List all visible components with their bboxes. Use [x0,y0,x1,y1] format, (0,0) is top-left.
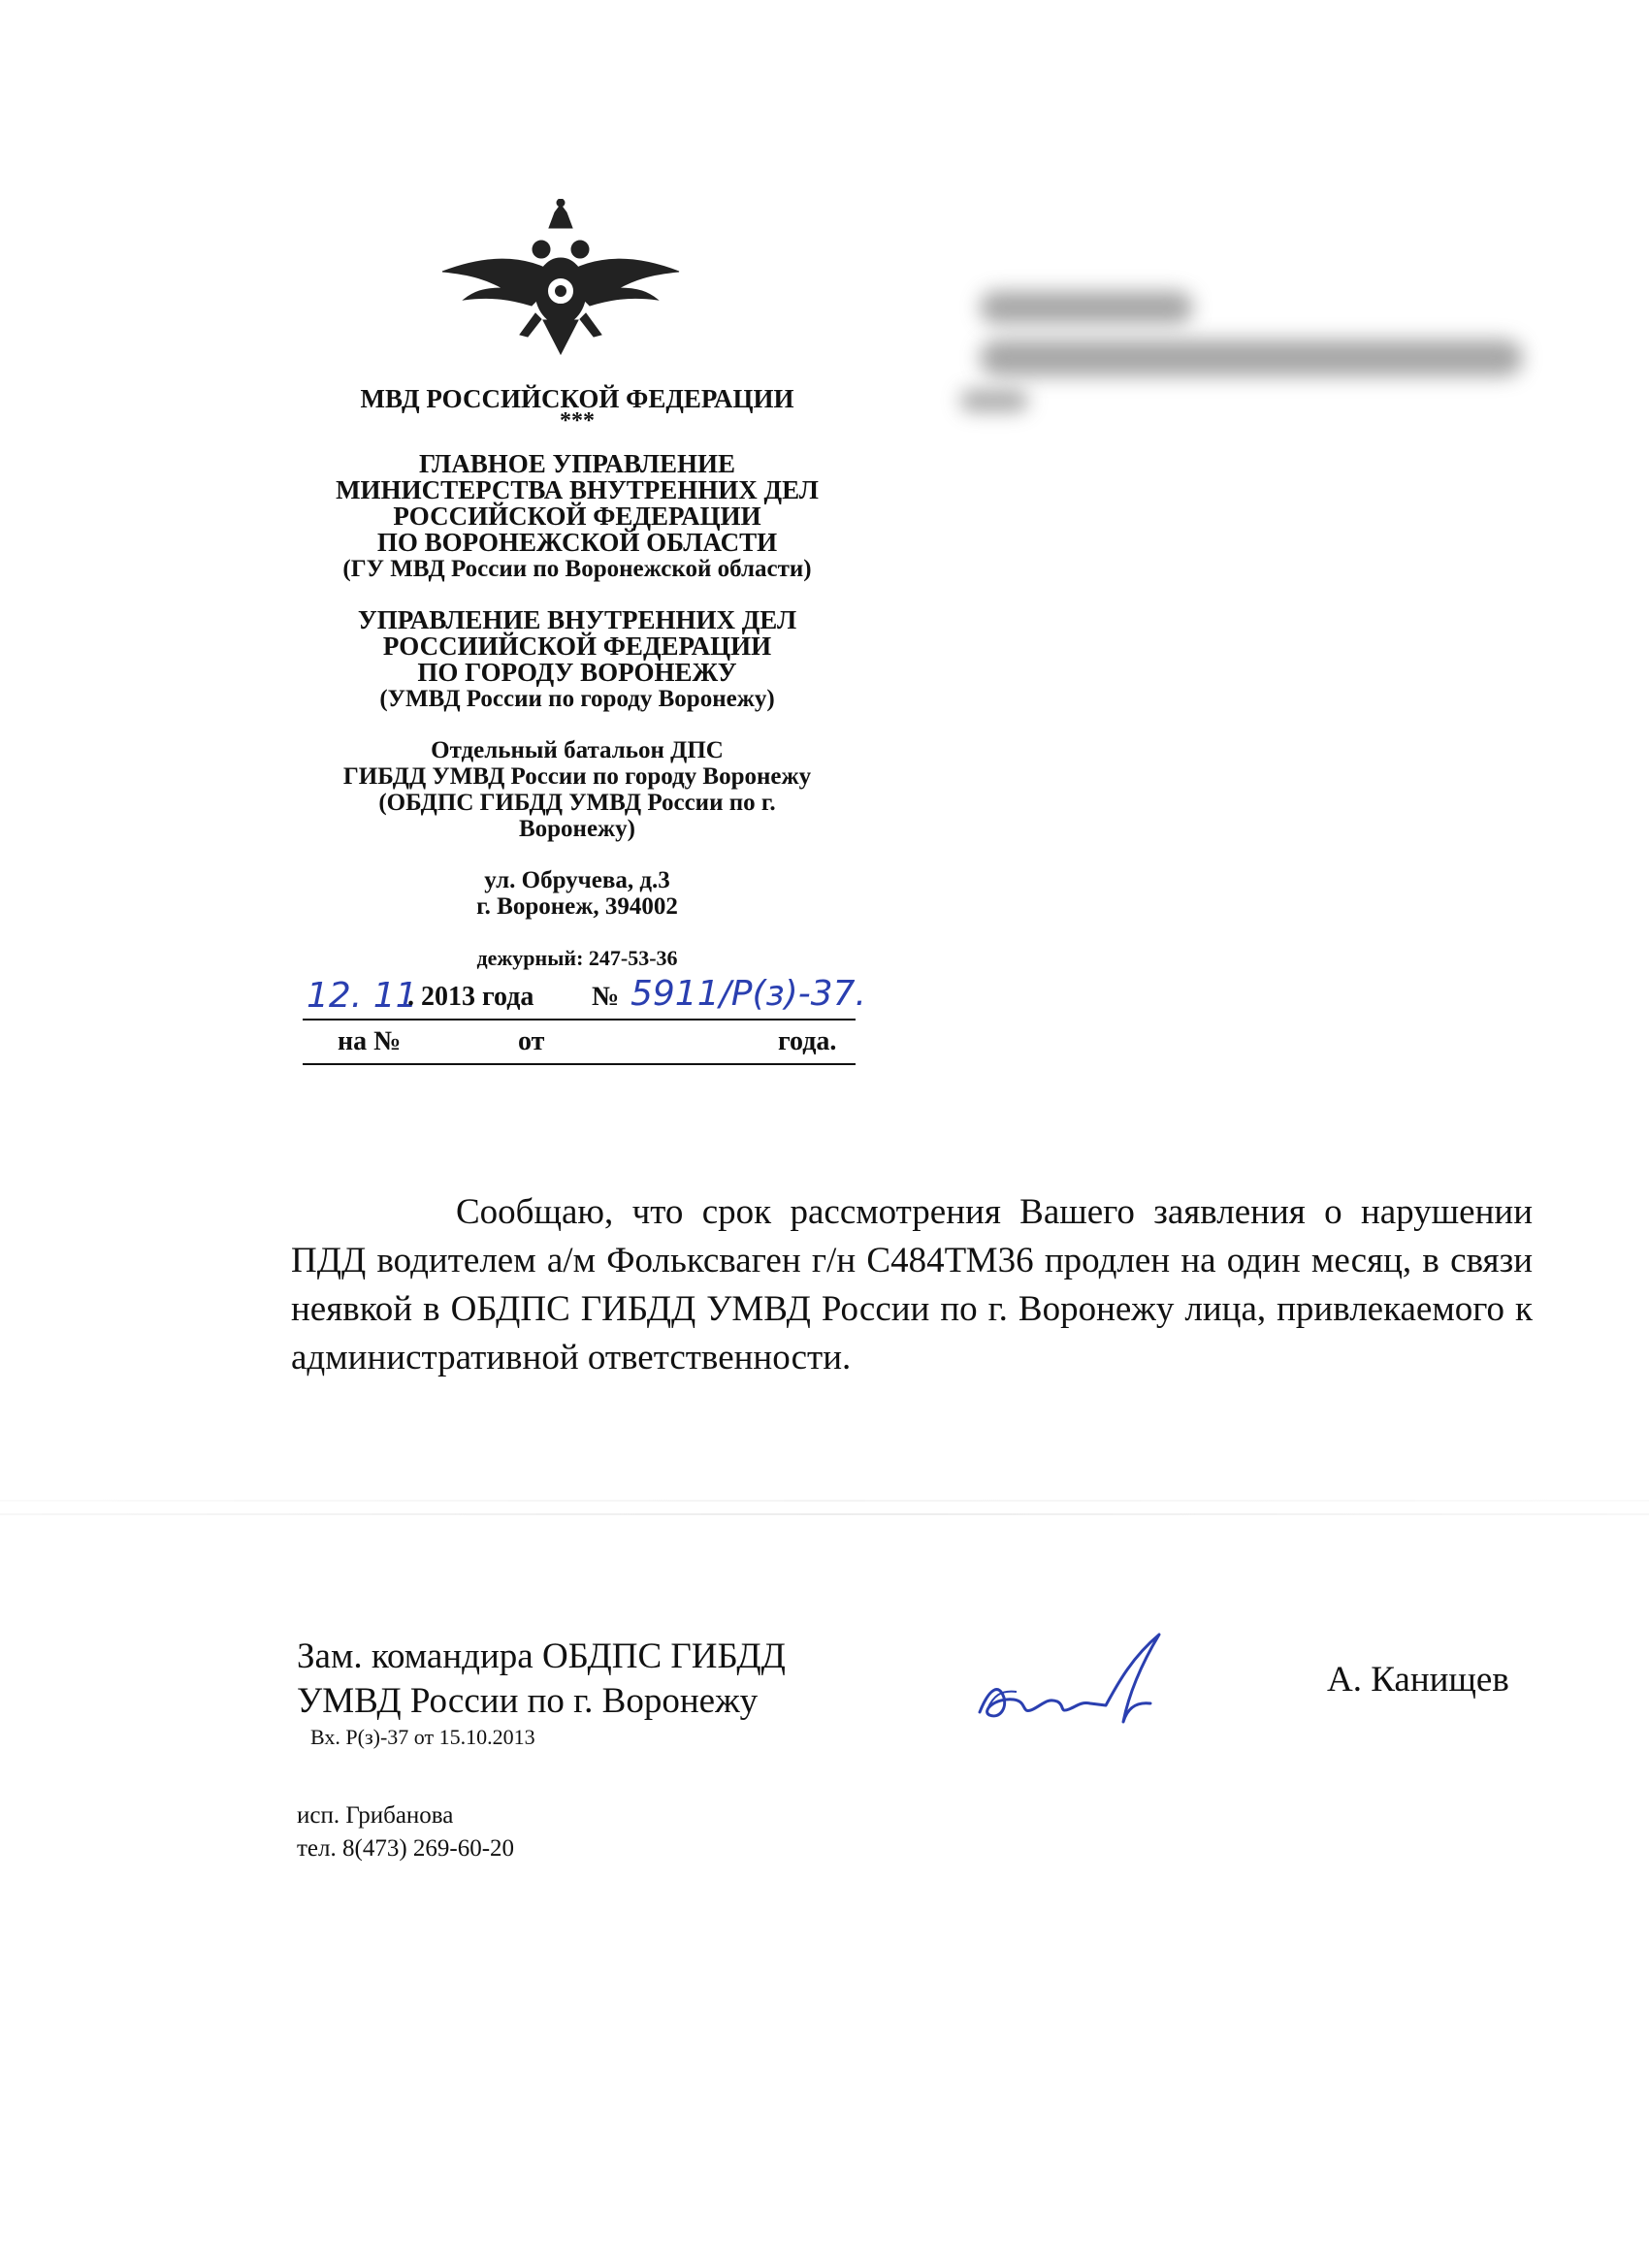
reference-line [303,1026,856,1065]
registration-line [303,974,866,1021]
uvd-line-2: РОССИИЙСКОЙ ФЕДЕРАЦИИ [382,632,772,661]
handwritten-date: 12. 11 [307,976,418,1016]
gu-line-2: МИНИСТЕРСТВА ВНУТРЕННИХ ДЕЛ [336,475,819,504]
reference-year-label: года. [778,1026,837,1056]
gu-line-4: ПО ВОРОНЕЖСКОЙ ОБЛАСТИ [376,528,778,557]
address-line-2: г. Воронеж, 394002 [476,893,678,920]
registration-year: . 2013 года [407,982,534,1012]
duty-phone: дежурный: 247-53-36 [476,946,678,970]
reference-underline [303,1063,856,1065]
uvd-line-1: УПРАВЛЕНИЕ ВНУТРЕННИХ ДЕЛ [357,605,797,634]
letter-body [291,1188,1533,1382]
gu-line-3: РОССИЙСКОЙ ФЕДЕРАЦИИ [393,502,761,531]
paper-fold [0,1513,1649,1515]
number-label: № [592,982,620,1012]
unit-line-4: Воронежу) [518,816,636,842]
signatory-title-line-1: Зам. командира ОБДПС ГИБДД [297,1636,786,1676]
handwritten-signature-icon [960,1630,1193,1741]
unit-line-3: (ОБДПС ГИБДД УМВД России по г. [378,790,776,816]
paper-fold-2 [0,1500,1649,1502]
incoming-reference: Вх. Р(з)-37 от 15.10.2013 [310,1725,535,1749]
ministry-name: МВД РОССИЙСКОЙ ФЕДЕРАЦИИ [360,384,794,413]
stars-divider: *** [560,408,595,434]
reference-number-label: на № [338,1026,402,1056]
address-line-1: ул. Обручева, д.3 [484,867,670,893]
gu-short-name: (ГУ МВД России по Воронежской области) [342,556,812,582]
uvd-short-name: (УМВД России по городу Воронежу) [379,686,775,712]
redacted-recipient [960,281,1533,427]
body-paragraph: Сообщаю, что срок рассмотрения Вашего заявления о нарушении ПДД водителем а/м Фольксваген г/н С484ТМ36 продлен на один месяц, в связи неявкой в ОБДПС ГИБДД УМВД России по г. Воронежу лица, привлекаемого к административной ответственности. [291,1192,1533,1377]
uvd-line-3: ПО ГОРОДУ ВОРОНЕЖУ [417,658,737,687]
signatory-title-line-2: УМВД России по г. Воронежу [297,1681,759,1721]
executor-phone: тел. 8(473) 269-60-20 [297,1835,515,1862]
registration-underline [303,1019,856,1021]
letterhead [291,386,863,971]
reference-from-label: от [518,1026,545,1056]
executor-info [297,1799,514,1865]
gu-line-1: ГЛАВНОЕ УПРАВЛЕНИЕ [419,449,735,478]
signatory-title [297,1635,786,1724]
mvd-emblem-icon [435,199,687,359]
unit-line-2: ГИБДД УМВД России по городу Воронежу [342,763,812,790]
signatory-name: А. Канищев [1327,1660,1509,1700]
unit-line-1: Отдельный батальон ДПС [431,737,724,763]
executor-name: исп. Грибанова [297,1802,454,1829]
handwritten-number: 5911/Р(з)-37. [630,974,866,1014]
